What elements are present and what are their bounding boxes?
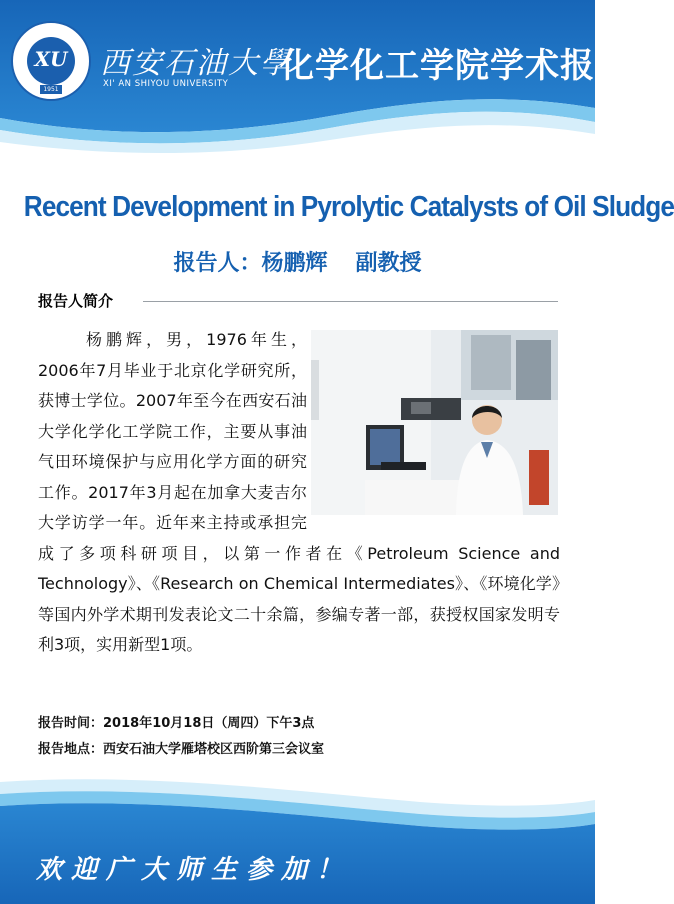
university-logo: XU 1951: [11, 21, 91, 101]
speaker-name: 杨鹏辉: [261, 251, 328, 276]
time-value: 2018年10月18日（周四）下午3点: [103, 716, 315, 731]
time-label: 报告时间：: [38, 716, 104, 731]
talk-place: [38, 738, 324, 757]
talk-title: Recent Development in Pyrolytic Catalysts of Oil Sludge: [23, 191, 674, 223]
section-divider: [143, 301, 558, 302]
welcome-message: 欢迎广大师生参加！: [36, 855, 352, 885]
talk-time: [38, 712, 314, 731]
logo-year: 1951: [40, 85, 62, 94]
bio-text: 杨鹏辉，男，1976年生，2006年7月毕业于北京化学研究所，获博士学位。2007年至今在西安石油大学化学化工学院工作，主要从事油气田环境保护与应用化学方面的研究工作。2017年3月起在加拿大麦吉尔大学访学一年。近年来主持或承担完成了多项科研项目，以第一作者在《Petroleum Science and Technology》、《Research on Chemical Intermediates》、《环境化学》等国内外学术期刊发表论文二十余篇，参编专著一部，获授权国家发明专利3项，实用新型1项。: [38, 330, 560, 654]
school-name-cn: 西安石油大學: [100, 46, 292, 81]
photo-spacer: [307, 325, 560, 516]
place-label: 报告地点：: [38, 742, 104, 757]
school-name-en: XI' AN SHIYOU UNIVERSITY: [103, 79, 229, 89]
speaker-title: 副教授: [355, 251, 422, 276]
section-heading: 报告人简介: [38, 292, 114, 310]
header-title: 化学化工学院学术报告: [280, 46, 630, 86]
speaker-line: [0, 246, 595, 277]
speaker-bio: [38, 325, 560, 661]
place-value: 西安石油大学雁塔校区西阶第三会议室: [103, 742, 325, 757]
header-banner: [0, 0, 630, 160]
speaker-label: 报告人：: [173, 251, 262, 276]
